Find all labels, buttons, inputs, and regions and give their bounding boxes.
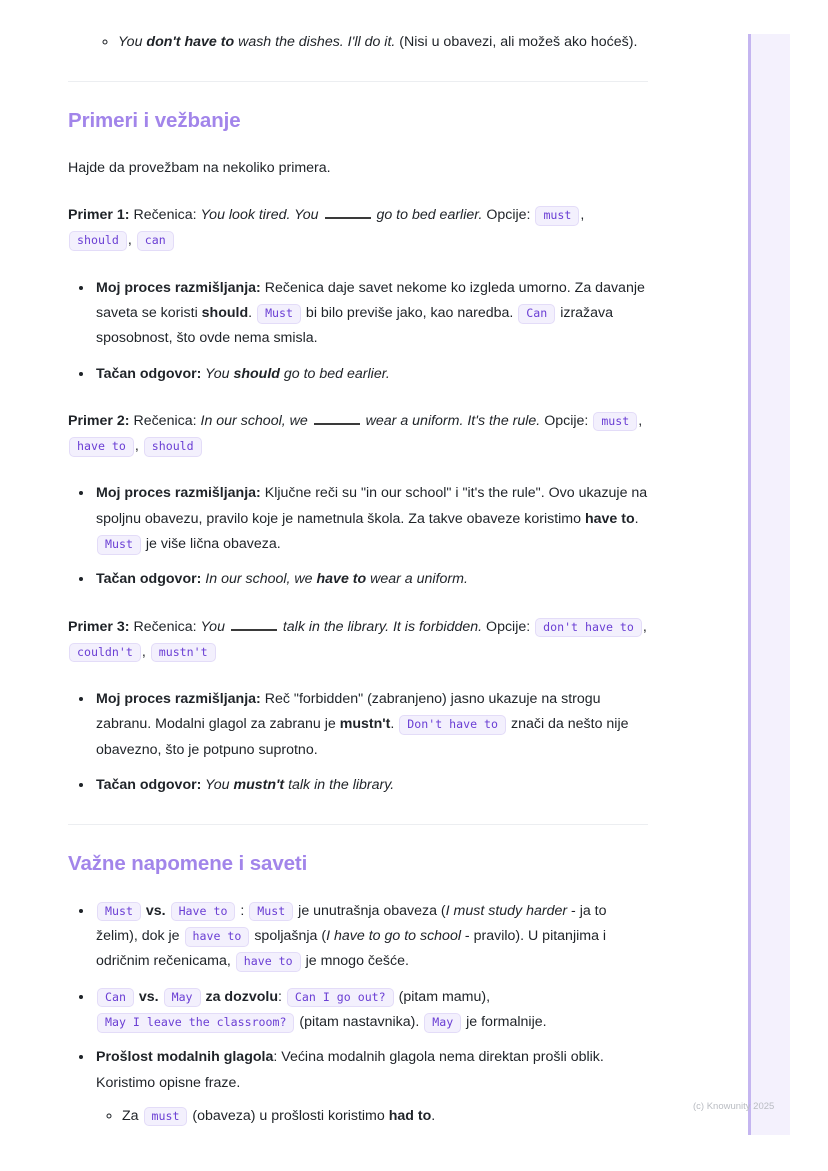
inline-chip-may[interactable]: May — [164, 988, 201, 1008]
example-1-sentence-post: go to bed earlier. — [372, 207, 483, 224]
section-heading-napomene: Važne napomene i saveti — [68, 852, 308, 876]
answer-label: Tačan odgovor: — [96, 776, 202, 793]
list-item — [94, 1045, 648, 1129]
fragment-translation: (Nisi u obavezi, ali možeš ako hoćeš). — [395, 34, 638, 50]
note-text-4: - pravilo). U pitanjima i odričnim rečenicama, — [96, 928, 607, 970]
list-item — [94, 687, 648, 763]
inline-chip-must[interactable]: Must — [97, 902, 141, 922]
note-text-1: : Većina modalnih glagola nema direktan prošli oblik. Koristimo opisne fraze. — [96, 1049, 604, 1091]
list-item — [94, 276, 648, 352]
section-divider-middle — [68, 824, 648, 825]
note-text-5: je mnogo češće. — [301, 953, 409, 970]
example-2-blank — [314, 413, 360, 425]
sub-text-post: . — [431, 1107, 436, 1124]
example-2-options-label: Opcije: — [540, 412, 593, 429]
inline-chip-must[interactable]: Must — [257, 304, 301, 324]
note-text-3: spoljašnja ( — [250, 928, 327, 945]
list-item — [94, 481, 648, 557]
reasoning-text-3: znači da nešto nije obavezno, što je potpuno suprotno. — [96, 716, 629, 758]
example-3-sentence-pre: You — [200, 618, 229, 635]
reasoning-bold-1: mustn't — [339, 716, 391, 733]
example-1-prompt: Primer 1: Rečenica: You look tired. You go to bed earlier. Opcije: must , should , can — [68, 203, 648, 254]
fragment-pre-text: You — [118, 34, 147, 50]
list-item — [94, 985, 648, 1036]
note-italic-2: I have to go to school — [326, 928, 461, 945]
note-colon: : — [278, 988, 286, 1005]
list-item — [118, 30, 648, 55]
example-2-analysis-list — [68, 481, 648, 592]
reasoning-text-2: . — [634, 510, 639, 527]
sub-text-mid: (obaveza) u prošlosti koristimo — [188, 1107, 389, 1124]
example-2-sentence-post: wear a uniform. It's the rule. — [361, 412, 541, 429]
inline-chip-may-i-leave-the-classroom[interactable]: May I leave the classroom? — [97, 1013, 294, 1033]
inline-chip-can[interactable]: Can — [518, 304, 555, 324]
list-item — [94, 362, 648, 387]
example-2-prompt: Primer 2: Rečenica: In our school, we wear a uniform. It's the rule. Opcije: must , have to , should — [68, 409, 648, 460]
inline-chip-must-2[interactable]: Must — [249, 902, 293, 922]
note-text-2: - ja to želim), dok je — [96, 902, 607, 945]
fragment-bold-text: don't have to — [146, 34, 235, 50]
note-text-1: je unutrašnja obaveza ( — [294, 902, 446, 919]
reasoning-text-2: . — [248, 305, 257, 322]
reasoning-text-4: izražava sposobnost, što ovde nema smisla. — [96, 305, 614, 347]
note-text-2: (pitam nastavnika). — [295, 1014, 424, 1030]
inline-chip-dont-have-to[interactable]: Don't have to — [399, 715, 506, 735]
inline-chip-can-i-go-out[interactable]: Can I go out? — [287, 988, 394, 1008]
list-item — [94, 899, 648, 975]
answer-post: talk in the library. — [284, 776, 395, 793]
list-item — [94, 567, 648, 592]
vs-label: vs. — [145, 902, 166, 919]
reasoning-text-1: Ključne reči su "in our school" i "it's the rule". Ovo ukazuje na spoljnu obavezu, pravilo koje je nametnula škola. Za takve obaveze koristimo — [96, 485, 648, 527]
answer-pre: In our school, we — [201, 571, 317, 588]
example-2-sentence-intro: Rečenica: — [129, 412, 201, 429]
option-chip-couldnt[interactable]: couldn't — [69, 643, 141, 663]
option-chip-mustnt[interactable]: mustn't — [151, 643, 216, 663]
note-text-1: (pitam mamu), — [394, 988, 491, 1005]
reasoning-bold-1: have to — [584, 510, 635, 527]
example-3-sentence-intro: Rečenica: — [129, 618, 201, 635]
option-chip-must[interactable]: must — [593, 412, 637, 432]
answer-bold: have to — [316, 571, 367, 588]
answer-bold: mustn't — [233, 776, 285, 793]
option-chip-should[interactable]: should — [144, 437, 202, 457]
option-chip-must[interactable]: must — [535, 206, 579, 226]
reasoning-text-2: . — [390, 716, 399, 733]
answer-bold: should — [233, 365, 280, 382]
example-1-label: Primer 1: — [68, 207, 130, 224]
vs-label: vs. — [138, 988, 159, 1005]
notes-sublist — [96, 1104, 648, 1129]
example-1-options-label: Opcije: — [482, 207, 535, 224]
section-intro-paragraph: Hajde da provežbam na nekoliko primera. — [68, 159, 331, 176]
inline-chip-may-2[interactable]: May — [424, 1013, 461, 1033]
reasoning-text-1: Rečenica daje savet nekome ko izgleda umorno. Za davanje saveta se koristi — [96, 279, 645, 322]
sub-text-pre: Za — [122, 1107, 143, 1124]
inline-chip-must[interactable]: must — [144, 1107, 188, 1127]
note-bold-label: za dozvolu — [201, 988, 279, 1005]
note-text-3: je formalnije. — [462, 1014, 547, 1030]
answer-post: go to bed earlier. — [279, 365, 390, 382]
example-3-sentence-post: talk in the library. It is forbidden. — [278, 618, 483, 635]
example-3-options-label: Opcije: — [482, 618, 535, 635]
answer-post: wear a uniform. — [366, 571, 468, 588]
reasoning-label: Moj proces razmišljanja: — [96, 279, 261, 296]
option-chip-should[interactable]: should — [69, 231, 127, 251]
option-chip-can[interactable]: can — [137, 231, 174, 251]
inline-chip-have-to-2[interactable]: have to — [185, 927, 250, 947]
option-chip-dont-have-to[interactable]: don't have to — [535, 618, 642, 638]
answer-pre: You — [201, 365, 234, 382]
copyright-watermark: (c) Knowunity 2025 — [693, 1101, 775, 1112]
sub-text-bold: had to — [388, 1107, 432, 1124]
reasoning-text-1: Reč "forbidden" (zabranjeno) jasno ukazuje na strogu zabranu. Modalni glagol za zabranu je — [96, 691, 601, 733]
example-3-analysis-list — [68, 687, 648, 798]
inline-chip-can[interactable]: Can — [97, 988, 134, 1008]
example-3-label: Primer 3: — [68, 618, 130, 635]
answer-pre: You — [201, 776, 234, 793]
reasoning-text-3: je više lična obaveza. — [141, 536, 281, 552]
inline-chip-have-to-3[interactable]: have to — [236, 952, 301, 972]
answer-label: Tačan odgovor: — [96, 365, 202, 382]
list-item — [94, 773, 648, 798]
reasoning-bold-1: should — [201, 305, 249, 322]
answer-label: Tačan odgovor: — [96, 571, 202, 588]
example-3-prompt: Primer 3: Rečenica: You talk in the library. It is forbidden. Opcije: don't have to , couldn't , mustn't — [68, 615, 648, 666]
note-bold-label: Prošlost modalnih glagola — [96, 1049, 274, 1066]
section-divider-top — [68, 81, 648, 82]
note-italic-1: I must study harder — [445, 902, 568, 919]
example-2-label: Primer 2: — [68, 412, 130, 429]
inline-chip-must[interactable]: Must — [97, 535, 141, 555]
reasoning-text-3: bi bilo previše jako, kao naredba. — [301, 305, 518, 322]
notes-list — [68, 899, 648, 1129]
fragment-post-text: wash the dishes. I'll do it. — [234, 34, 396, 50]
section-heading-primeri: Primeri i vežbanje — [68, 109, 241, 133]
example-1-sentence-pre: You look tired. You — [200, 207, 323, 224]
example-3-blank — [231, 618, 277, 630]
inline-chip-have-to[interactable]: Have to — [171, 902, 236, 922]
example-1-sentence-intro: Rečenica: — [129, 207, 201, 224]
top-fragment-list — [68, 30, 648, 55]
note-colon: : — [240, 902, 245, 919]
example-1-analysis-list — [68, 276, 648, 387]
reasoning-label: Moj proces razmišljanja: — [96, 485, 261, 502]
example-1-blank — [325, 207, 371, 219]
option-chip-have-to[interactable]: have to — [69, 437, 134, 457]
example-2-sentence-pre: In our school, we — [200, 412, 312, 429]
right-side-panel — [748, 34, 790, 1135]
reasoning-label: Moj proces razmišljanja: — [96, 691, 261, 708]
list-item — [122, 1104, 648, 1129]
